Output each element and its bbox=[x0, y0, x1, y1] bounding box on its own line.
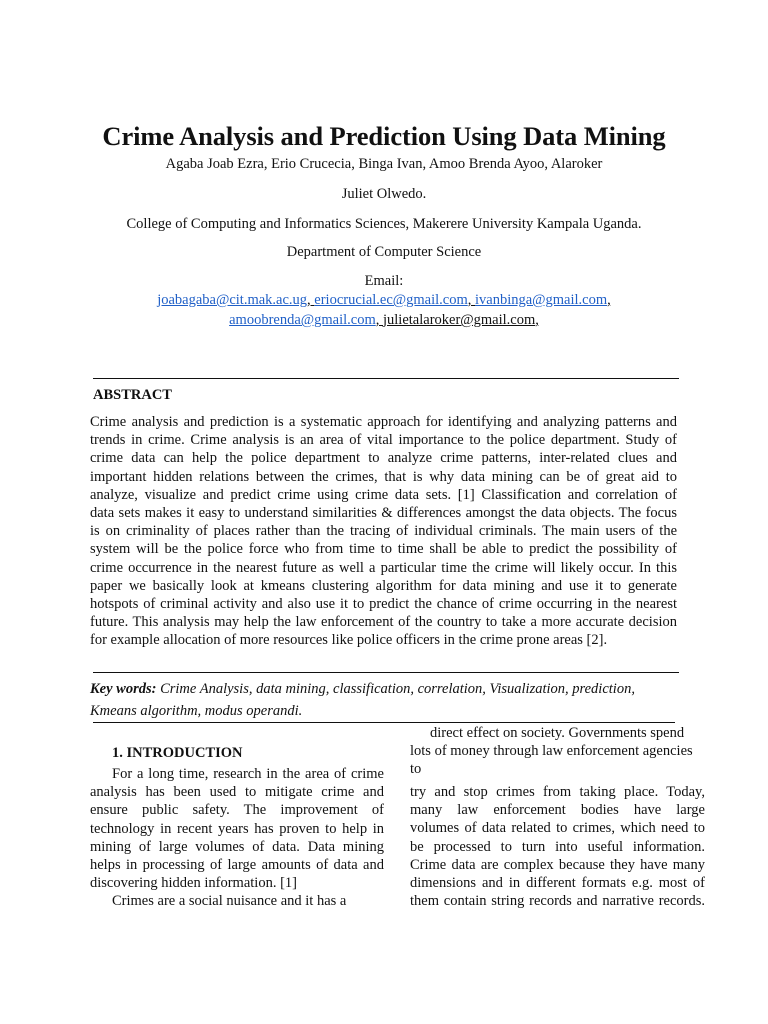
abstract-line: crime occurrence in the nearest future as well a particular time the crime will likely occur. In this bbox=[90, 559, 677, 576]
keywords-bottom-rule bbox=[93, 722, 675, 723]
abstract-line: Crime analysis and prediction is a systematic approach for identifying and analyzing patterns and bbox=[90, 414, 677, 430]
abstract-line: for example allocation of more resources like police officers in the crime prone areas [2]. bbox=[90, 632, 608, 649]
intro-line: ensure public safety. The improvement of bbox=[90, 802, 384, 819]
abstract-line: paper we basically look at kmeans clustering algorithm for data mining and use it to generate bbox=[90, 577, 677, 594]
keywords-line-1 bbox=[90, 678, 690, 700]
abstract-body bbox=[90, 413, 677, 650]
intro-line: mining of large volumes of data. Data mining bbox=[90, 838, 384, 855]
intro-line: be processed to turn into useful information. bbox=[410, 838, 705, 855]
intro-line: helps in processing of large amounts of data and bbox=[90, 857, 384, 874]
abstract-heading: ABSTRACT bbox=[93, 387, 172, 403]
abstract-line: data sets makes it easy to understand similarities & differences amongst the data objects. The focus bbox=[90, 505, 677, 522]
intro-line: For a long time, research in the area of crime bbox=[112, 766, 384, 782]
affiliation: College of Computing and Informatics Sciences, Makerere University Kampala Uganda. bbox=[126, 216, 642, 232]
intro-line: discovering hidden information. [1] bbox=[90, 875, 297, 892]
keywords-line-2: Kmeans algorithm, modus operandi. bbox=[90, 703, 303, 719]
separator: , bbox=[307, 292, 315, 308]
email-label: Email: bbox=[364, 273, 404, 289]
email-link[interactable]: eriocrucial.ec@gmail.com bbox=[314, 292, 468, 308]
intro-right-column bbox=[410, 783, 705, 910]
intro-line: Crimes are a social nuisance and it has a bbox=[112, 893, 347, 910]
intro-line: many law enforcement bodies have large bbox=[410, 802, 705, 819]
abstract-line: analyze, visualize and predict crime using crime data sets. [1] Classification and correlation of bbox=[90, 486, 677, 503]
email-link[interactable]: amoobrenda@gmail.com bbox=[229, 312, 376, 328]
intro-line: direct effect on society. Governments spend bbox=[430, 725, 685, 741]
email-line-1 bbox=[0, 292, 768, 309]
abstract-line: trends in crime. Crime analysis is an area of vital importance to the police department. Study of bbox=[90, 432, 677, 449]
intro-line: them contain string records and narrative records. bbox=[410, 893, 705, 910]
abstract-bottom-rule bbox=[93, 672, 679, 673]
keywords-label: Key words: bbox=[90, 681, 157, 697]
intro-line: lots of money through law enforcement agencies bbox=[410, 743, 693, 760]
intro-heading: 1. INTRODUCTION bbox=[112, 745, 243, 761]
keywords bbox=[90, 678, 690, 722]
separator: , bbox=[375, 312, 383, 328]
intro-right-column-top bbox=[410, 724, 706, 779]
separator: , bbox=[535, 312, 539, 328]
authors-line-2: Juliet Olwedo. bbox=[341, 186, 427, 202]
abstract-line: is on criminality of places rather than the tracing of individual criminals. The main users of the bbox=[90, 523, 677, 540]
paper-title: Crime Analysis and Prediction Using Data Mining bbox=[102, 121, 666, 151]
abstract-line: system will be the police force who from time to time shall be able to predict the possibility of bbox=[90, 541, 677, 558]
intro-line: to bbox=[410, 761, 422, 778]
abstract-line: important hidden relations between the crimes, that is why data mining can be of great aid to bbox=[90, 468, 677, 485]
intro-line: dimensions and in different formats e.g. most of bbox=[410, 875, 705, 892]
intro-line: try and stop crimes from taking place. Today, bbox=[410, 784, 705, 800]
intro-line: analysis has been used to mitigate crime and bbox=[90, 784, 384, 801]
department: Department of Computer Science bbox=[286, 244, 482, 260]
intro-left-column bbox=[90, 765, 384, 911]
email-line-2 bbox=[0, 312, 768, 329]
email-text: julietalaroker@gmail.com bbox=[383, 312, 536, 328]
abstract-line: hotspots of criminal activity and also use it to predict the chance of crime occurring in the nearest bbox=[90, 596, 677, 613]
intro-line: Crime data are complex because they have many bbox=[410, 856, 705, 873]
abstract-top-rule bbox=[93, 378, 679, 379]
intro-line: technology in recent years has proven to help in bbox=[90, 820, 384, 837]
separator: , bbox=[467, 292, 475, 308]
separator: , bbox=[607, 292, 611, 308]
abstract-line: future. This analysis may help the law enforcement of the country to take a more accurate decision bbox=[90, 614, 677, 631]
intro-line: volumes of data related to crimes, which need to bbox=[410, 820, 705, 837]
email-link[interactable]: joabagaba@cit.mak.ac.ug bbox=[157, 292, 308, 308]
abstract-line: crime data can help the police department to analyze crime patterns, inter-related clues and bbox=[90, 450, 677, 467]
email-link[interactable]: ivanbinga@gmail.com bbox=[475, 292, 608, 308]
keywords-text: Crime Analysis, data mining, classification, correlation, Visualization, prediction, bbox=[156, 681, 635, 697]
authors-line-1: Agaba Joab Ezra, Erio Crucecia, Binga Ivan, Amoo Brenda Ayoo, Alaroker bbox=[165, 156, 603, 172]
